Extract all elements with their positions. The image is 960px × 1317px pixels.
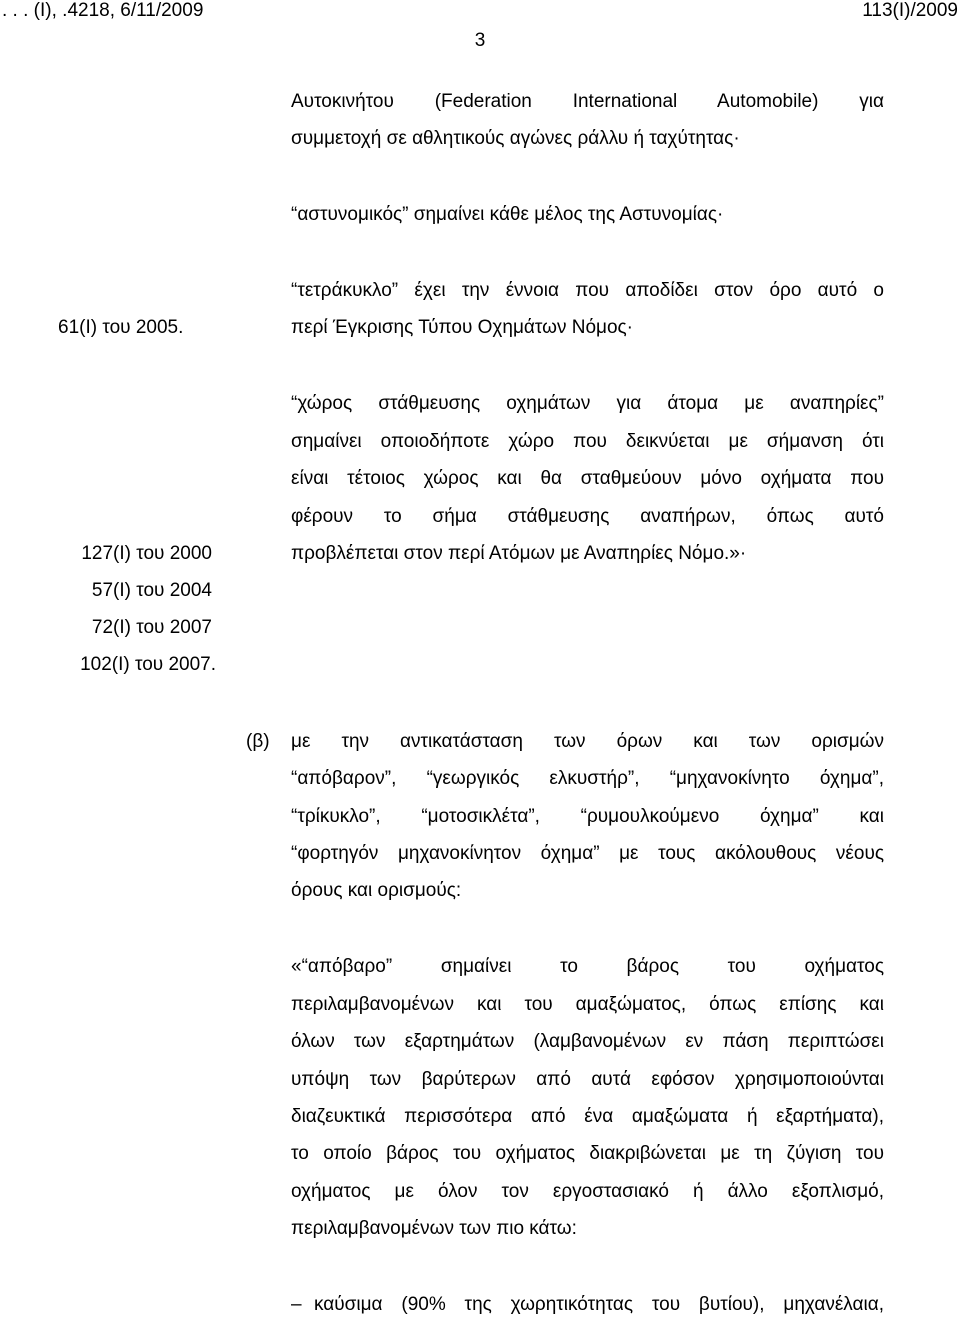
page-number: 3 — [474, 30, 486, 51]
text-line: οχήματος με όλον τον εργοστασιακό ή άλλο εξοπλισμό, — [291, 1181, 884, 1202]
text-line: είναι τέτοιος χώρος και θα σταθμεύουν μόνο οχήματα που — [291, 468, 884, 489]
text-line: “χώρος στάθμευσης οχημάτων για άτομα με αναπηρίες” — [291, 393, 884, 414]
text-line: το οποίο βάρος του οχήματος διακριβώνεται με τη ζύγιση του — [291, 1143, 884, 1164]
text-line: “τρίκυκλο”, “μοτοσικλέτα”, “ρυμουλκούμενο όχημα” και — [291, 806, 884, 827]
text-line: όρους και ορισμούς: — [291, 880, 462, 901]
margin-note: 127(Ι) του 2000 — [81, 543, 212, 564]
header-left: . . . (Ι), .4218, 6/11/2009 — [2, 0, 204, 21]
text-line: “αστυνομικός” σημαίνει κάθε μέλος της Αστυνομίας· — [291, 204, 724, 225]
text-line: “φορτηγόν μηχανοκίνητον όχημα” με τους ακόλουθους νέους — [291, 843, 884, 864]
margin-note: 72(Ι) του 2007 — [91, 617, 212, 638]
text-line: σημαίνει οποιοδήποτε χώρο που δεικνύεται με σήμανση ότι — [291, 431, 884, 452]
text-line: με την αντικατάσταση των όρων και των ορισμών — [291, 731, 884, 752]
text-line: υπόψη των βαρύτερων από αυτά εφόσον χρησιμοποιούνται — [291, 1069, 884, 1090]
text-line: φέρουν το σήμα στάθμευσης αναπήρων, όπως αυτό — [291, 506, 884, 527]
text-line: περιλαμβανομένων των πιο κάτω: — [291, 1218, 577, 1239]
text-line: καύσιμα (90% της χωρητικότητας του βυτίου), μηχανέλαια, — [314, 1294, 884, 1315]
text-line: Αυτοκινήτου (Federation International Automobile) για — [291, 91, 884, 112]
header-right: 113(Ι)/2009 — [862, 0, 958, 21]
text-line: διαζευκτικά περισσότερα από ένα αμαξώματα ή εξαρτήματα), — [291, 1106, 884, 1127]
text-line: “τετράκυκλο” έχει την έννοια που αποδίδει στον όρο αυτό ο — [291, 280, 884, 301]
margin-note: 57(Ι) του 2004 — [91, 580, 212, 601]
text-line: περιλαμβανομένων και του αμαξώματος, όπως επίσης και — [291, 994, 884, 1015]
text-line: όλων των εξαρτημάτων (λαμβανομένων εν πάση περιπτώσει — [291, 1031, 884, 1052]
dash-bullet: – — [291, 1294, 302, 1315]
margin-note: 102(Ι) του 2007. — [80, 654, 216, 675]
text-line: περί Έγκρισης Τύπου Οχημάτων Νόμος· — [291, 317, 634, 338]
paragraph-label: (β) — [246, 731, 270, 752]
text-line: «“απόβαρο” σημαίνει το βάρος του οχήματος — [291, 956, 884, 977]
text-line: συμμετοχή σε αθλητικούς αγώνες ράλλυ ή ταχύτητας· — [291, 128, 740, 149]
margin-note: 61(Ι) του 2005. — [58, 317, 184, 338]
text-line: “απόβαρον”, “γεωργικός ελκυστήρ”, “μηχανοκίνητο όχημα”, — [291, 768, 884, 789]
text-line: προβλέπεται στον περί Ατόμων με Αναπηρίες Νόμο.»· — [291, 543, 747, 564]
